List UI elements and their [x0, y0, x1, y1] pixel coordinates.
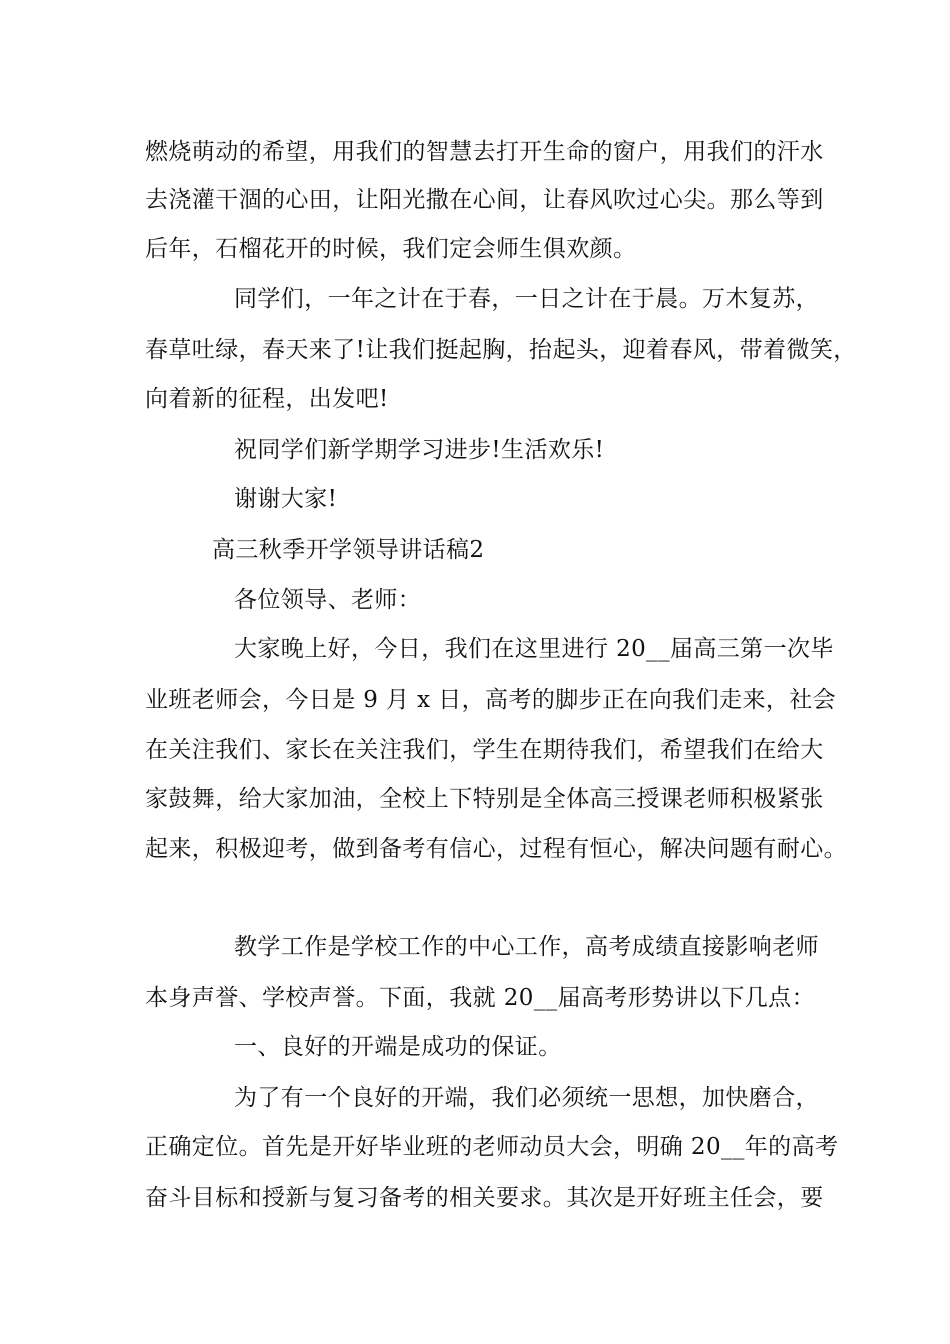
text-line: 业班老师会，今日是 9 月 x 日，高考的脚步正在向我们走来，社会 — [145, 687, 837, 713]
text-line: 去浇灌干涸的心田，让阳光撒在心间，让春风吹过心尖。那么等到 — [145, 187, 824, 213]
text-line: 奋斗目标和授新与复习备考的相关要求。其次是开好班主任会，要 — [145, 1185, 824, 1211]
text-line: 向着新的征程，出发吧! — [145, 386, 389, 412]
text-line: 燃烧萌动的希望，用我们的智慧去打开生命的窗户，用我们的汗水 — [145, 139, 824, 165]
subheading: 一、良好的开端是成功的保证。 — [234, 1034, 562, 1060]
text-line: 后年，石榴花开的时候，我们定会师生俱欢颜。 — [145, 236, 637, 262]
text-line: 在关注我们、家长在关注我们，学生在期待我们，希望我们在给大 — [145, 737, 824, 763]
text-line: 教学工作是学校工作的中心工作，高考成绩直接影响老师 — [234, 934, 819, 960]
text-line: 同学们，一年之计在于春，一日之计在于晨。万木复苏， — [234, 286, 819, 312]
text-line: 春草吐绿，春天来了!让我们挺起胸，抬起头，迎着春风，带着微笑， — [145, 337, 857, 363]
text-line: 祝同学们新学期学习进步!生活欢乐! — [234, 437, 605, 463]
text-line: 为了有一个良好的开端，我们必须统一思想，加快磨合， — [234, 1085, 819, 1111]
salutation: 各位领导、老师： — [234, 587, 422, 613]
text-line: 本身声誉、学校声誉。下面，我就 20__届高考形势讲以下几点： — [145, 985, 815, 1011]
text-line: 起来，积极迎考，做到备考有信心，过程有恒心，解决问题有耐心。 — [145, 836, 847, 862]
text-line: 谢谢大家! — [234, 486, 338, 512]
text-line: 正确定位。首先是开好毕业班的老师动员大会，明确 20__年的高考 — [145, 1134, 839, 1160]
text-line: 大家晚上好，今日，我们在这里进行 20__届高三第一次毕 — [234, 636, 834, 662]
section-title: 高三秋季开学领导讲话稿2 — [212, 537, 485, 563]
text-line: 家鼓舞，给大家加油，全校上下特别是全体高三授课老师积极紧张 — [145, 786, 824, 812]
